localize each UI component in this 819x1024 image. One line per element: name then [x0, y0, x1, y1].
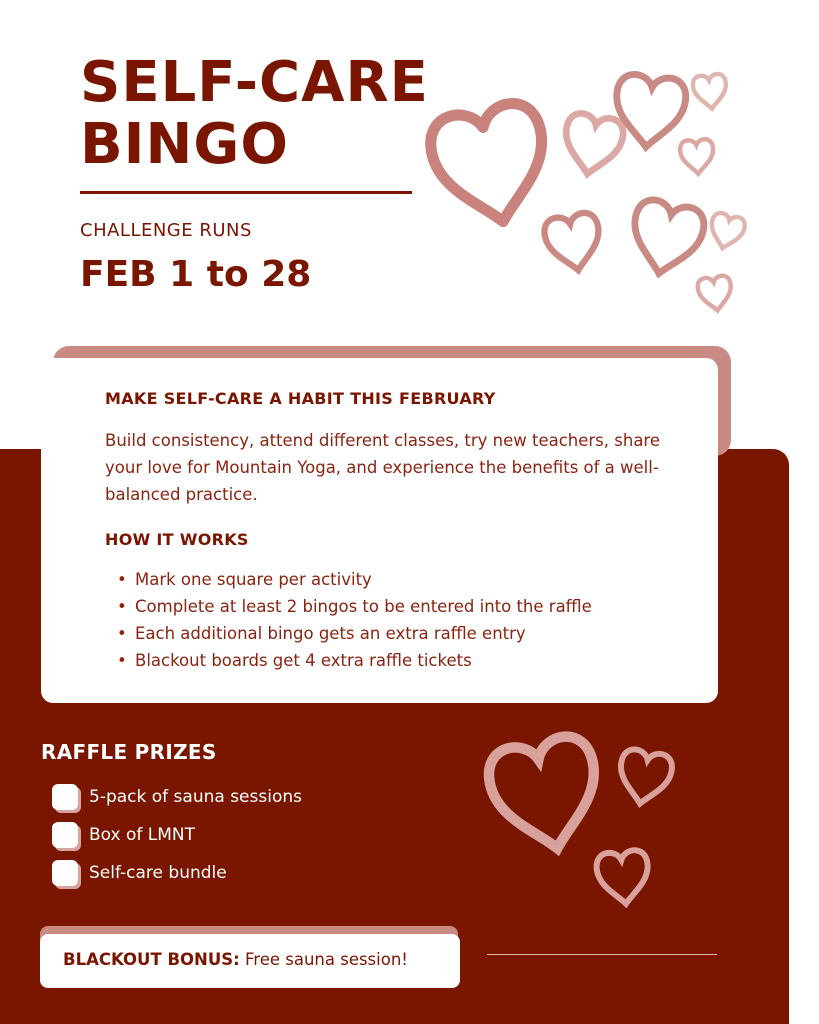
bonus-text [63, 950, 408, 969]
heart-icon [559, 111, 625, 179]
heart-icon [425, 98, 557, 233]
heart-icon [679, 139, 714, 175]
prize-item[interactable] [52, 822, 372, 850]
heart-icon [692, 73, 728, 110]
heart-icon [595, 849, 651, 906]
list-item: • Mark one square per activity [117, 566, 592, 593]
heart-icon [625, 197, 707, 281]
list-item: • Blackout boards get 4 extra raffle tickets [117, 647, 592, 674]
list-item: • Complete at least 2 bingos to be entered into the raffle [117, 593, 592, 620]
page-title [80, 52, 460, 176]
list-item: • Each additional bingo gets an extra raffle entry [117, 620, 592, 647]
prize-label: Self-care bundle [89, 863, 227, 883]
divider-line [487, 954, 717, 955]
card-heading: MAKE SELF-CARE A HABIT THIS FEBRUARY [105, 389, 496, 408]
info-card [41, 358, 718, 703]
heart-icon [615, 747, 674, 807]
how-it-works-list [117, 566, 592, 674]
title-line-1: SELF-CARE [80, 50, 429, 115]
hearts-decoration-top [425, 60, 765, 330]
checkbox-icon[interactable] [52, 860, 78, 886]
how-it-works-heading: HOW IT WORKS [105, 530, 249, 549]
heart-icon [706, 211, 746, 252]
heart-icon [542, 211, 605, 275]
prize-label: 5-pack of sauna sessions [89, 787, 302, 807]
bonus-label: BLACKOUT BONUS: [63, 950, 240, 969]
title-line-2: BINGO [80, 112, 289, 177]
raffle-prizes-heading: RAFFLE PRIZES [41, 740, 217, 764]
title-divider [80, 191, 412, 194]
checkbox-icon[interactable] [52, 822, 78, 848]
prize-label: Box of LMNT [89, 825, 196, 845]
heart-icon [697, 275, 734, 313]
prize-item[interactable] [52, 784, 372, 812]
heart-icon [484, 732, 609, 859]
prize-item[interactable] [52, 860, 372, 888]
blackout-bonus-box [40, 934, 460, 988]
checkbox-icon[interactable] [52, 784, 78, 810]
card-body-text: Build consistency, attend different classes, try new teachers, share your love for Mountain Yoga, and experience the benefits of a well-balanced practice. [105, 431, 660, 504]
bonus-description: Free sauna session! [239, 950, 408, 969]
hearts-decoration-bottom [480, 720, 690, 920]
challenge-dates: FEB 1 to 28 [80, 254, 312, 295]
challenge-subtitle: CHALLENGE RUNS [80, 220, 252, 241]
